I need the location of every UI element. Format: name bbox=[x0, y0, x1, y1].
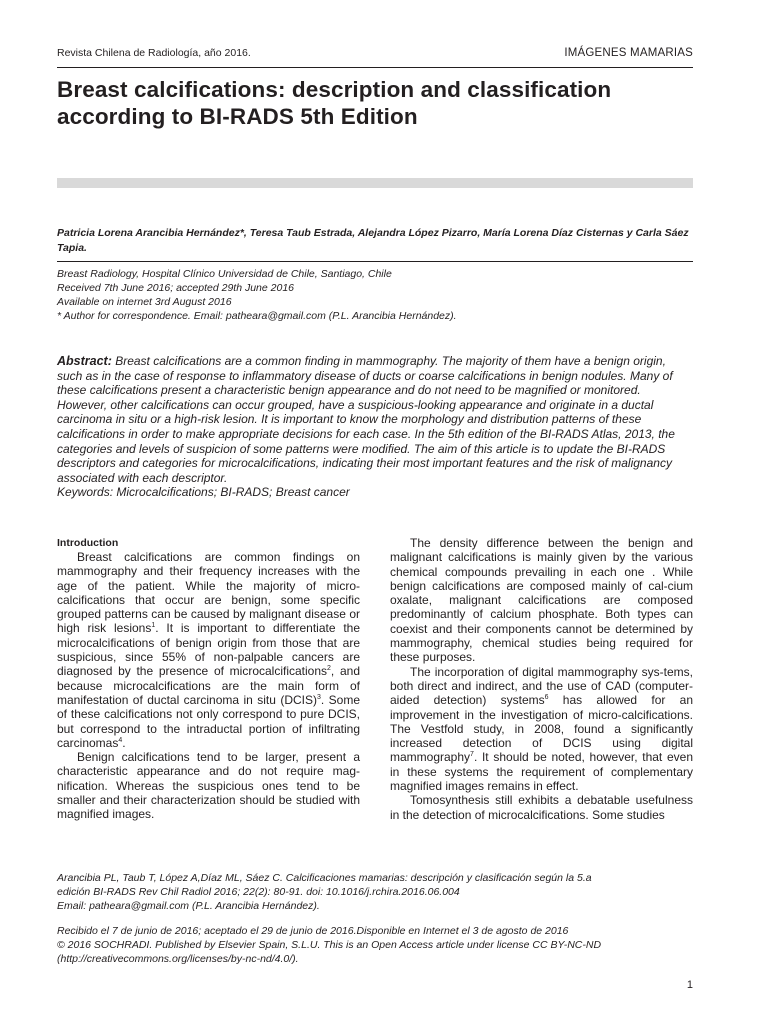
section-name: IMÁGENES MAMARIAS bbox=[564, 47, 693, 59]
received-dates: Received 7th June 2016; accepted 29th June 2016 bbox=[57, 282, 295, 294]
publication-dates: Recibido el 7 de junio de 2016; aceptado el 29 de junio de 2016.Disponible en Internet el 3 de agosto de 2016 bbox=[57, 925, 569, 937]
affiliation-block bbox=[57, 267, 693, 323]
body-column-left bbox=[57, 536, 360, 822]
abstract bbox=[57, 354, 693, 500]
copyright-line: © 2016 SOCHRADI. Published by Elsevier Spain, S.L.U. This is an Open Access article under license CC BY-NC-ND bbox=[57, 939, 602, 951]
journal-name: Revista Chilena de Radiología, año 2016. bbox=[57, 47, 251, 59]
citation-ref: 6 bbox=[544, 694, 549, 702]
citation-ref: 4 bbox=[118, 736, 123, 744]
abstract-body bbox=[57, 354, 693, 485]
citation-line: Arancibia PL, Taub T, López A,Díaz ML, Sáez C. Calcificaciones mamarias: descripción y clasificación según la 5.a bbox=[57, 872, 592, 884]
citation-ref: 2 bbox=[327, 665, 331, 673]
article-page bbox=[57, 0, 693, 1024]
citation-ref: 3 bbox=[317, 693, 321, 701]
paragraph: The incorporation of digital mammography sys-tems, both direct and indirect, and the use of CAD (computer-aided detection) systems$^6$ has allowed for an improvement in the investigation of micro-calcifications. The Vestfold study, in 2008, found a significantly increased detection of DCIS using digital mammography$^7$. It should be noted, however, that even in these systems the requirement of complementary magnified images remains in effect. bbox=[390, 664, 693, 794]
affiliation-institution: Breast Radiology, Hospital Clínico Universidad de Chile, Santiago, Chile bbox=[57, 268, 392, 280]
paragraph: Tomosynthesis still exhibits a debatable usefulness in the detection of microcalcifications. Some studies bbox=[390, 793, 693, 822]
citation-ref: 1 bbox=[151, 622, 156, 630]
correspondence-note: * Author for correspondence. Email: patheara@gmail.com (P.L. Arancibia Hernández). bbox=[57, 310, 457, 322]
author-list: Patricia Lorena Arancibia Hernández*, Teresa Taub Estrada, Alejandra López Pizarro, María Lorena Díaz Cisternas y Carla Sáez Tapia. bbox=[57, 227, 689, 254]
title-band bbox=[57, 178, 693, 188]
publication-footer bbox=[57, 924, 693, 966]
article-title: Breast calcifications: description and classification according to BI-RADS 5th Edition bbox=[57, 77, 612, 129]
header-divider bbox=[57, 67, 693, 68]
citation-footer bbox=[57, 871, 693, 913]
abstract-label: Abstract: bbox=[57, 354, 112, 368]
body-column-right bbox=[390, 536, 693, 822]
authors-divider bbox=[57, 261, 693, 262]
running-head bbox=[57, 47, 693, 63]
page-number: 1 bbox=[686, 979, 693, 991]
section-heading-introduction: Introduction bbox=[57, 537, 119, 549]
citation-line: edición BI-RADS Rev Chil Radiol 2016; 22(2): 80-91. doi: 10.1016/j.rchira.2016.06.004 bbox=[57, 886, 460, 898]
paragraph: Breast calcifications are common findings on mammography and their frequency increases with the age of the patient. While the majority of micro-calcifications that occur are benign, some specific grouped patterns can be caused by malignant disease or high risk lesions$^1$. It is important to differentiate the microcalcifications of benign origin from those that are suspicious, since 55% of non-palpable cancers are diagnosed by the presence of microcalcifications$^2$, and because microcalcifications are the main form of manifestation of ductal carcinoma in situ (DCIS)$^3$. Some of these calcifications not only correspond to pure DCIS, but correspond to the intraductal portion of infiltrating carcinomas$^4$. bbox=[57, 550, 361, 750]
keywords: Keywords: Microcalcifications; BI-RADS; Breast cancer bbox=[57, 485, 350, 500]
citation-email: Email: patheara@gmail.com (P.L. Arancibia Hernández). bbox=[57, 900, 320, 912]
paragraph: Benign calcifications tend to be larger, present a characteristic appearance and do not require mag-nification. Whereas the suspicious ones tend to be smaller and their characterization should be studied with magnified images. bbox=[57, 750, 360, 822]
citation-ref: 7 bbox=[470, 751, 474, 759]
abstract-text: Breast calcifications are a common finding in mammography. The majority of them have a benign origin, such as in the case of response to inflammatory disease of ducts or coarse calcifications in benign nodules. Many of these calcifications present a characteristic benign appearance and do not need to be magnified or monitored. However, other calcifications can occur grouped, have a suspicious-looking appearance and originate in a ductal carcinoma in situ or a high-risk lesion. It is important to know the morphology and distribution patterns of these calcifications in order to make appropriate decisions for each case. In the 5th edition of the BI-RADS Atlas, 2013, the categories and levels of suspicion of some patterns were modified. The aim of this article is to update the BI-RADS descriptors and categories for microcalcifications, indicating their most important features and the risk of malignancy associated with each descriptor. bbox=[57, 354, 675, 485]
paragraph: The density difference between the benign and malignant calcifications is mainly given by the various chemical compounds prevailing in each one . While benign calcifications are composed mainly of cal-cium oxalate, malignant calcifications are composed predominantly of calcium phosphate. Both types can coexist and their components cannot be determined by mammography, chemical studies being required for these purposes. bbox=[390, 536, 693, 665]
license-url: (http://creativecommons.org/licenses/by-nc-nd/4.0/). bbox=[57, 953, 299, 965]
available-date: Available on internet 3rd August 2016 bbox=[57, 296, 232, 308]
